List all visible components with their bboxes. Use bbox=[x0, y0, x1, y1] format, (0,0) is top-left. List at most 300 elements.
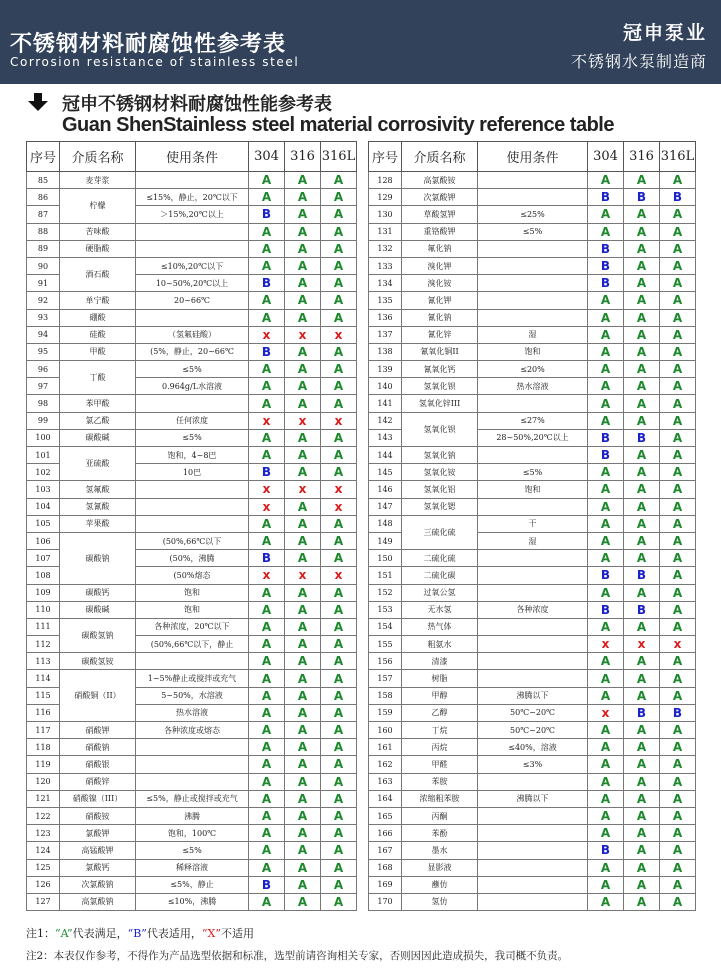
table-row bbox=[369, 825, 696, 842]
cell-no: 88 bbox=[27, 223, 60, 240]
cell-316l: A bbox=[660, 343, 696, 360]
cell-condition bbox=[478, 172, 588, 189]
table-row bbox=[369, 189, 696, 206]
cell-316: A bbox=[624, 257, 660, 274]
cell-316: A bbox=[624, 756, 660, 773]
table-row bbox=[369, 876, 696, 893]
cell-316l: A bbox=[321, 601, 357, 618]
cell-no: 90 bbox=[27, 257, 60, 274]
table-row bbox=[27, 584, 357, 601]
cell-no: 146 bbox=[369, 481, 402, 498]
cell-no: 153 bbox=[369, 601, 402, 618]
cell-304: A bbox=[588, 309, 624, 326]
cell-316l: x bbox=[321, 498, 357, 515]
cell-316l: A bbox=[660, 223, 696, 240]
cell-condition: 5~50%，水溶液 bbox=[136, 687, 249, 704]
cell-316l: A bbox=[321, 172, 357, 189]
cell-316l: A bbox=[321, 653, 357, 670]
cell-304: A bbox=[249, 601, 285, 618]
cell-no: 100 bbox=[27, 429, 60, 446]
cell-condition: ≤27% bbox=[478, 412, 588, 429]
cell-no: 170 bbox=[369, 893, 402, 910]
cell-condition bbox=[478, 309, 588, 326]
section-title-zh: 冠申不锈钢材料耐腐蚀性能参考表 bbox=[62, 94, 332, 115]
cell-medium: 高氯酸铵 bbox=[402, 172, 478, 189]
cell-medium: 氰化钠 bbox=[402, 309, 478, 326]
cell-316: A bbox=[285, 653, 321, 670]
cell-medium: 氯乙酸 bbox=[60, 412, 136, 429]
section-title-en: Guan ShenStainless steel material corrosivity reference table bbox=[62, 114, 614, 136]
cell-no: 94 bbox=[27, 326, 60, 343]
cell-316: A bbox=[285, 447, 321, 464]
cell-no: 169 bbox=[369, 876, 402, 893]
cell-316l: A bbox=[660, 275, 696, 292]
cell-no: 130 bbox=[369, 206, 402, 223]
cell-medium: 氟化钠 bbox=[402, 240, 478, 257]
col-header-316l: 316L bbox=[321, 142, 357, 172]
table-row bbox=[369, 704, 696, 721]
cell-316: B bbox=[624, 601, 660, 618]
cell-316: A bbox=[285, 636, 321, 653]
cell-316: A bbox=[624, 447, 660, 464]
cell-316l: A bbox=[660, 859, 696, 876]
cell-316l: A bbox=[660, 842, 696, 859]
cell-medium: 丙酮 bbox=[402, 807, 478, 824]
cell-316l: A bbox=[660, 653, 696, 670]
table-row bbox=[27, 172, 357, 189]
cell-condition: 10巴 bbox=[136, 464, 249, 481]
table-row bbox=[369, 670, 696, 687]
cell-316: A bbox=[624, 670, 660, 687]
cell-304: A bbox=[249, 618, 285, 635]
table-row bbox=[27, 412, 357, 429]
cell-304: A bbox=[588, 876, 624, 893]
cell-316: A bbox=[285, 842, 321, 859]
cell-316l: x bbox=[321, 412, 357, 429]
cell-304: A bbox=[588, 773, 624, 790]
table-row bbox=[369, 807, 696, 824]
table-row bbox=[369, 378, 696, 395]
legend-x-text: 不适用 bbox=[221, 927, 254, 940]
cell-316l: A bbox=[660, 567, 696, 584]
cell-304: A bbox=[249, 532, 285, 549]
cell-condition: 沸腾以下 bbox=[478, 687, 588, 704]
cell-316l: A bbox=[321, 189, 357, 206]
cell-medium: 高氯酸钠 bbox=[60, 893, 136, 910]
cell-condition bbox=[478, 636, 588, 653]
table-row bbox=[369, 240, 696, 257]
cell-condition bbox=[136, 515, 249, 532]
table-row bbox=[369, 601, 696, 618]
cell-304: A bbox=[249, 842, 285, 859]
col-header-316: 316 bbox=[285, 142, 321, 172]
cell-no: 109 bbox=[27, 584, 60, 601]
arrow-down-icon bbox=[28, 93, 48, 111]
cell-medium: 甲醇 bbox=[402, 687, 478, 704]
cell-316l: A bbox=[321, 584, 357, 601]
cell-316: x bbox=[624, 636, 660, 653]
cell-medium: 苯胺 bbox=[402, 773, 478, 790]
cell-304: A bbox=[588, 722, 624, 739]
cell-no: 117 bbox=[27, 722, 60, 739]
cell-316l: A bbox=[660, 206, 696, 223]
cell-no: 112 bbox=[27, 636, 60, 653]
table-row bbox=[27, 292, 357, 309]
cell-316: A bbox=[285, 464, 321, 481]
table-row bbox=[369, 447, 696, 464]
table-row bbox=[27, 876, 357, 893]
cell-316: A bbox=[285, 292, 321, 309]
cell-no: 103 bbox=[27, 481, 60, 498]
cell-316l: A bbox=[321, 859, 357, 876]
table-row bbox=[27, 429, 357, 446]
cell-304: A bbox=[588, 739, 624, 756]
cell-304: A bbox=[588, 395, 624, 412]
cell-no: 131 bbox=[369, 223, 402, 240]
cell-condition bbox=[478, 653, 588, 670]
cell-304: A bbox=[249, 807, 285, 824]
cell-316: A bbox=[285, 584, 321, 601]
cell-condition bbox=[478, 825, 588, 842]
cell-316: A bbox=[624, 275, 660, 292]
table-row bbox=[27, 498, 357, 515]
cell-316: A bbox=[624, 326, 660, 343]
cell-316: A bbox=[285, 395, 321, 412]
cell-no: 152 bbox=[369, 584, 402, 601]
cell-316l: A bbox=[660, 739, 696, 756]
cell-304: A bbox=[588, 378, 624, 395]
table-row bbox=[369, 292, 696, 309]
table-row bbox=[27, 790, 357, 807]
cell-316l: A bbox=[321, 825, 357, 842]
cell-condition: ≤5%，静止或搅拌或充气 bbox=[136, 790, 249, 807]
cell-no: 165 bbox=[369, 807, 402, 824]
cell-condition bbox=[478, 189, 588, 206]
cell-medium: 次氯酸钾 bbox=[402, 189, 478, 206]
cell-316: A bbox=[624, 481, 660, 498]
cell-no: 93 bbox=[27, 309, 60, 326]
table-row bbox=[27, 189, 357, 206]
cell-304: A bbox=[249, 722, 285, 739]
table-row bbox=[369, 412, 696, 429]
cell-no: 143 bbox=[369, 429, 402, 446]
cell-medium: 墨水 bbox=[402, 842, 478, 859]
cell-316: A bbox=[624, 687, 660, 704]
cell-304: A bbox=[249, 739, 285, 756]
cell-304: x bbox=[249, 567, 285, 584]
cell-304: A bbox=[588, 756, 624, 773]
table-row bbox=[369, 172, 696, 189]
cell-316l: A bbox=[321, 790, 357, 807]
cell-316l: A bbox=[321, 807, 357, 824]
cell-316: A bbox=[285, 876, 321, 893]
table-row bbox=[27, 756, 357, 773]
cell-304: B bbox=[588, 240, 624, 257]
table-row bbox=[369, 498, 696, 515]
cell-316l: A bbox=[660, 825, 696, 842]
cell-condition bbox=[478, 893, 588, 910]
cell-medium: 苦味酸 bbox=[60, 223, 136, 240]
cell-316: A bbox=[285, 601, 321, 618]
cell-304: A bbox=[588, 206, 624, 223]
cell-no: 149 bbox=[369, 532, 402, 549]
cell-condition bbox=[136, 739, 249, 756]
cell-316: A bbox=[624, 361, 660, 378]
cell-condition: 10~50%,20℃以上 bbox=[136, 275, 249, 292]
cell-condition bbox=[136, 756, 249, 773]
cell-medium: 热气体 bbox=[402, 618, 478, 635]
cell-304: A bbox=[249, 584, 285, 601]
cell-no: 159 bbox=[369, 704, 402, 721]
cell-medium: 氢氧化钡 bbox=[402, 378, 478, 395]
cell-304: B bbox=[588, 189, 624, 206]
cell-316: A bbox=[624, 550, 660, 567]
cell-condition: ≤5% bbox=[478, 464, 588, 481]
table-row bbox=[369, 223, 696, 240]
cell-no: 140 bbox=[369, 378, 402, 395]
cell-medium: 无水氢 bbox=[402, 601, 478, 618]
cell-316: A bbox=[285, 275, 321, 292]
table-header-row bbox=[27, 142, 357, 172]
cell-no: 122 bbox=[27, 807, 60, 824]
cell-316: A bbox=[624, 206, 660, 223]
cell-condition: (5%，静止，20~66℃ bbox=[136, 343, 249, 360]
cell-304: A bbox=[249, 361, 285, 378]
cell-no: 108 bbox=[27, 567, 60, 584]
cell-no: 125 bbox=[27, 859, 60, 876]
cell-316: A bbox=[624, 825, 660, 842]
cell-316l: A bbox=[660, 687, 696, 704]
cell-condition: 湿 bbox=[478, 326, 588, 343]
cell-no: 107 bbox=[27, 550, 60, 567]
cell-316: A bbox=[285, 378, 321, 395]
table-row bbox=[369, 687, 696, 704]
cell-condition bbox=[478, 584, 588, 601]
cell-304: A bbox=[249, 378, 285, 395]
cell-316: A bbox=[624, 893, 660, 910]
cell-condition: ≤20% bbox=[478, 361, 588, 378]
table-row bbox=[27, 601, 357, 618]
cell-no: 139 bbox=[369, 361, 402, 378]
cell-condition bbox=[478, 395, 588, 412]
cell-condition bbox=[478, 876, 588, 893]
table-row bbox=[369, 309, 696, 326]
cell-304: x bbox=[249, 326, 285, 343]
cell-medium: 氢氰酸 bbox=[60, 498, 136, 515]
cell-316l: A bbox=[321, 361, 357, 378]
cell-316: A bbox=[624, 773, 660, 790]
col-header-no: 序号 bbox=[27, 142, 60, 172]
cell-316: x bbox=[285, 481, 321, 498]
cell-medium: 单宁酸 bbox=[60, 292, 136, 309]
cell-condition bbox=[478, 550, 588, 567]
cell-316: A bbox=[285, 722, 321, 739]
cell-medium: 苹果酸 bbox=[60, 515, 136, 532]
cell-condition: ≤5% bbox=[136, 429, 249, 446]
cell-condition: 50℃~20℃ bbox=[478, 704, 588, 721]
cell-304: A bbox=[249, 773, 285, 790]
table-header-row bbox=[369, 142, 696, 172]
cell-condition: 50℃~20℃ bbox=[478, 722, 588, 739]
table-row bbox=[27, 240, 357, 257]
cell-no: 92 bbox=[27, 292, 60, 309]
table-row bbox=[369, 515, 696, 532]
brand-name: 冠申泵业 bbox=[622, 22, 707, 44]
cell-medium: 碳酸氢钠 bbox=[60, 618, 136, 652]
table-row bbox=[27, 326, 357, 343]
cell-316: A bbox=[285, 704, 321, 721]
cell-no: 119 bbox=[27, 756, 60, 773]
cell-304: A bbox=[588, 859, 624, 876]
left-table bbox=[26, 141, 357, 911]
cell-316: A bbox=[285, 807, 321, 824]
col-header-no: 序号 bbox=[369, 142, 402, 172]
cell-304: x bbox=[249, 498, 285, 515]
col-header-condition: 使用条件 bbox=[136, 142, 249, 172]
cell-medium: 丙烷 bbox=[402, 739, 478, 756]
cell-no: 157 bbox=[369, 670, 402, 687]
cell-no: 163 bbox=[369, 773, 402, 790]
col-header-medium: 介质名称 bbox=[60, 142, 136, 172]
cell-316: A bbox=[624, 515, 660, 532]
legend-a-text: 代表满足， bbox=[72, 927, 128, 940]
cell-medium: 硝酸银 bbox=[60, 756, 136, 773]
cell-medium: 氢氧化铝 bbox=[402, 481, 478, 498]
cell-no: 127 bbox=[27, 893, 60, 910]
cell-no: 118 bbox=[27, 739, 60, 756]
cell-medium: 氢氟酸 bbox=[60, 481, 136, 498]
cell-304: A bbox=[588, 292, 624, 309]
table-row bbox=[369, 756, 696, 773]
cell-304: A bbox=[588, 343, 624, 360]
cell-medium: 氯酸钙 bbox=[60, 859, 136, 876]
cell-316: A bbox=[285, 361, 321, 378]
cell-medium: 粗氨水 bbox=[402, 636, 478, 653]
cell-medium: 硝酸镍（III） bbox=[60, 790, 136, 807]
cell-condition bbox=[478, 240, 588, 257]
cell-medium: 甲醛 bbox=[402, 756, 478, 773]
cell-condition: ≤5% bbox=[136, 361, 249, 378]
cell-316: B bbox=[624, 704, 660, 721]
cell-316l: A bbox=[660, 481, 696, 498]
cell-304: A bbox=[588, 498, 624, 515]
cell-condition: 饱和 bbox=[478, 481, 588, 498]
table-row bbox=[27, 773, 357, 790]
footnotes bbox=[26, 923, 568, 967]
cell-304: A bbox=[588, 825, 624, 842]
table-row bbox=[27, 223, 357, 240]
cell-no: 99 bbox=[27, 412, 60, 429]
cell-no: 115 bbox=[27, 687, 60, 704]
cell-medium: 硅酸 bbox=[60, 326, 136, 343]
cell-316l: A bbox=[660, 790, 696, 807]
header-title: 不锈钢材料耐腐蚀性参考表 bbox=[10, 32, 287, 57]
cell-316: A bbox=[624, 172, 660, 189]
cell-316l: A bbox=[321, 292, 357, 309]
cell-no: 87 bbox=[27, 206, 60, 223]
cell-no: 95 bbox=[27, 343, 60, 360]
cell-304: A bbox=[588, 584, 624, 601]
cell-316: A bbox=[624, 790, 660, 807]
cell-no: 129 bbox=[369, 189, 402, 206]
brand-slogan: 不锈钢水泵制造商 bbox=[570, 52, 707, 71]
cell-condition: 饱和，100℃ bbox=[136, 825, 249, 842]
cell-condition: 湿 bbox=[478, 532, 588, 549]
cell-304: A bbox=[249, 189, 285, 206]
table-row bbox=[369, 636, 696, 653]
cell-condition: 28~50%,20℃以上 bbox=[478, 429, 588, 446]
cell-316l: A bbox=[660, 807, 696, 824]
cell-316: A bbox=[285, 670, 321, 687]
cell-316: A bbox=[285, 240, 321, 257]
cell-condition bbox=[478, 498, 588, 515]
cell-medium: 碳酸钙 bbox=[60, 584, 136, 601]
cell-condition: 各种浓度 bbox=[478, 601, 588, 618]
cell-316: B bbox=[624, 567, 660, 584]
cell-316l: A bbox=[321, 773, 357, 790]
cell-316l: A bbox=[321, 309, 357, 326]
cell-316l: A bbox=[321, 206, 357, 223]
cell-304: A bbox=[249, 395, 285, 412]
cell-316: A bbox=[624, 532, 660, 549]
cell-316: A bbox=[624, 223, 660, 240]
cell-316l: A bbox=[660, 670, 696, 687]
cell-316l: A bbox=[321, 687, 357, 704]
cell-no: 123 bbox=[27, 825, 60, 842]
cell-316: A bbox=[285, 257, 321, 274]
cell-316l: A bbox=[660, 395, 696, 412]
cell-no: 133 bbox=[369, 257, 402, 274]
cell-316: A bbox=[285, 309, 321, 326]
cell-316: A bbox=[624, 618, 660, 635]
cell-medium: 溴化钾 bbox=[402, 257, 478, 274]
cell-condition: ≤10%,20℃以下 bbox=[136, 257, 249, 274]
cell-304: A bbox=[588, 670, 624, 687]
table-row bbox=[369, 653, 696, 670]
cell-304: A bbox=[588, 618, 624, 635]
cell-304: B bbox=[588, 429, 624, 446]
cell-condition: 饱和 bbox=[136, 584, 249, 601]
cell-condition: ≤15%，静止，20℃以下 bbox=[136, 189, 249, 206]
cell-316l: A bbox=[660, 773, 696, 790]
cell-316: A bbox=[285, 773, 321, 790]
cell-316l: B bbox=[660, 189, 696, 206]
cell-316: A bbox=[285, 515, 321, 532]
cell-medium: 亚硫酸 bbox=[60, 447, 136, 481]
cell-304: A bbox=[249, 292, 285, 309]
header-subtitle: Corrosion resistance of stainless steel bbox=[10, 55, 300, 69]
col-header-304: 304 bbox=[588, 142, 624, 172]
right-table bbox=[368, 141, 696, 911]
cell-no: 160 bbox=[369, 722, 402, 739]
cell-condition bbox=[136, 172, 249, 189]
cell-no: 120 bbox=[27, 773, 60, 790]
cell-no: 126 bbox=[27, 876, 60, 893]
cell-316l: A bbox=[321, 670, 357, 687]
cell-304: B bbox=[249, 876, 285, 893]
cell-316l: x bbox=[660, 636, 696, 653]
cell-condition: 饱和 bbox=[478, 343, 588, 360]
cell-no: 141 bbox=[369, 395, 402, 412]
table-row bbox=[369, 464, 696, 481]
cell-condition: (50%，沸腾 bbox=[136, 550, 249, 567]
table-row bbox=[27, 532, 357, 549]
cell-316: A bbox=[285, 790, 321, 807]
cell-no: 124 bbox=[27, 842, 60, 859]
cell-316l: A bbox=[660, 893, 696, 910]
cell-316l: A bbox=[660, 532, 696, 549]
cell-316l: x bbox=[321, 481, 357, 498]
